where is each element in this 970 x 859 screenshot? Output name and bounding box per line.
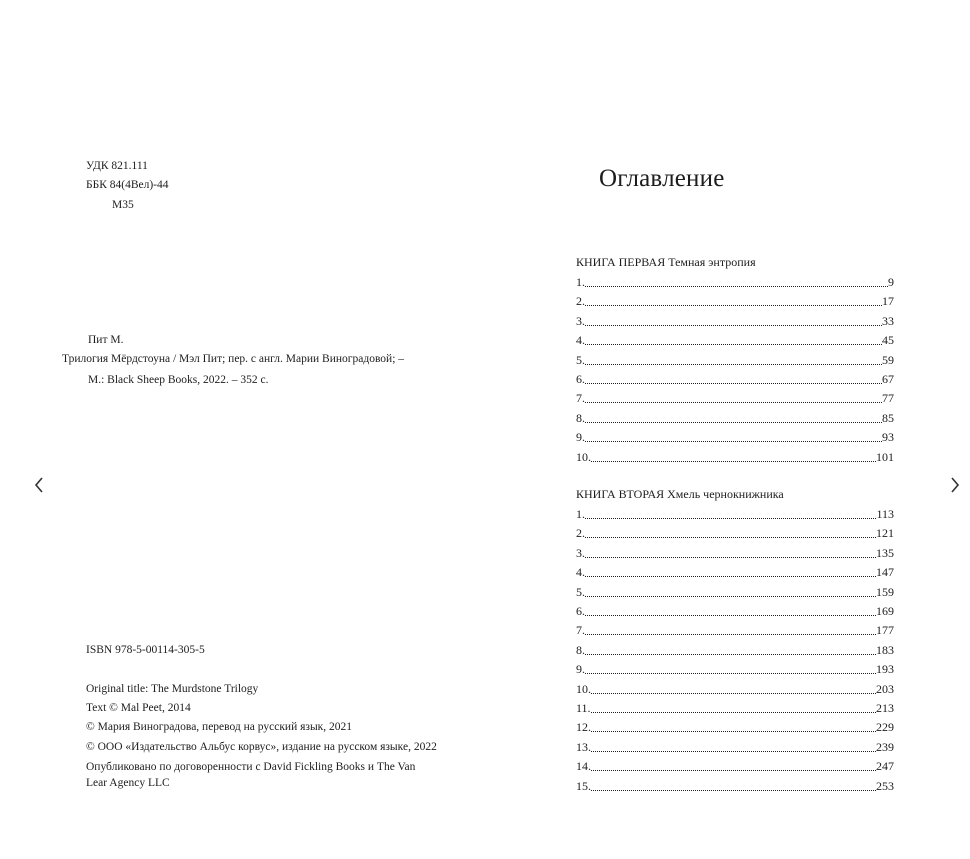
dot-leader: [585, 343, 882, 345]
page-number: 247: [876, 759, 894, 774]
toc-entry[interactable]: [576, 390, 894, 406]
chapter-number: 3.: [576, 313, 585, 328]
dot-leader: [585, 401, 882, 403]
chapter-number: 9.: [576, 662, 585, 677]
toc-entry[interactable]: [576, 778, 894, 794]
toc-entry[interactable]: [576, 661, 894, 677]
dot-leader: [585, 556, 876, 558]
dot-leader: [585, 536, 876, 538]
dot-leader: [585, 614, 876, 616]
bibliographic-line-2: М.: Black Sheep Books, 2022. – 352 с.: [88, 374, 269, 386]
dot-leader: [585, 324, 882, 326]
page-number: 101: [876, 449, 894, 464]
page-number: 229: [876, 720, 894, 735]
page-number: 85: [882, 410, 894, 425]
original-title: Original title: The Murdstone Trilogy: [86, 683, 259, 695]
dot-leader: [585, 363, 882, 365]
chapter-number: 9.: [576, 430, 585, 445]
page-number: 113: [876, 507, 894, 521]
toc-entry[interactable]: [576, 506, 894, 522]
chapter-number: 15.: [576, 778, 591, 793]
toc-entry[interactable]: [576, 371, 894, 387]
dot-leader: [591, 769, 876, 771]
dot-leader: [591, 750, 876, 752]
toc-entry[interactable]: [576, 274, 894, 290]
chapter-number: 7.: [576, 623, 585, 638]
chapter-number: 10.: [576, 681, 591, 696]
page-number: 93: [882, 430, 894, 445]
toc-entry[interactable]: [576, 545, 894, 561]
toc-entry[interactable]: [576, 564, 894, 580]
agreement-line-2: Lear Agency LLC: [86, 777, 170, 789]
chevron-right-icon: [949, 476, 961, 494]
translation-copyright: © Мария Виноградова, перевод на русский язык, 2021: [86, 721, 353, 733]
dot-leader: [585, 672, 876, 674]
udk-code: УДК 821.111: [86, 160, 148, 172]
dot-leader: [585, 633, 876, 635]
dot-leader: [591, 711, 876, 713]
toc-entry[interactable]: [576, 719, 894, 735]
previous-page-button[interactable]: [28, 474, 50, 496]
isbn: ISBN 978-5-00114-305-5: [86, 644, 205, 656]
chapter-number: 1.: [576, 507, 585, 521]
dot-leader: [591, 730, 876, 732]
page-number: 183: [876, 642, 894, 657]
dot-leader: [591, 460, 876, 462]
dot-leader: [585, 382, 882, 384]
dot-leader: [585, 421, 882, 423]
toc-entry[interactable]: [576, 449, 894, 465]
toc-entry[interactable]: [576, 622, 894, 638]
dot-leader: [585, 440, 882, 442]
chapter-number: 6.: [576, 604, 585, 618]
author-code: М35: [112, 199, 134, 211]
dot-leader: [585, 653, 876, 655]
toc-entry[interactable]: [576, 700, 894, 716]
page-number: 45: [882, 333, 894, 348]
next-page-button[interactable]: [944, 474, 966, 496]
toc-entry[interactable]: [576, 293, 894, 309]
page-number: 147: [876, 565, 894, 580]
chapter-number: 12.: [576, 720, 591, 735]
toc-entry[interactable]: [576, 410, 894, 426]
toc-entry[interactable]: [576, 525, 894, 541]
chapter-number: 5.: [576, 584, 585, 599]
chapter-number: 10.: [576, 449, 591, 464]
chapter-number: 14.: [576, 759, 591, 774]
page-number: 17: [882, 294, 894, 309]
page-number: 253: [876, 778, 894, 793]
page-number: 213: [876, 701, 894, 715]
dot-leader: [585, 304, 882, 306]
page-number: 169: [876, 604, 894, 618]
toc-entry[interactable]: [576, 352, 894, 368]
author-name: Пит М.: [88, 334, 124, 346]
chapter-number: 8.: [576, 642, 585, 657]
text-copyright: Text © Mal Peet, 2014: [86, 702, 191, 714]
book-one-heading: КНИГА ПЕРВАЯ Темная энтропия: [576, 255, 756, 269]
dot-leader: [585, 575, 876, 577]
toc-entry[interactable]: [576, 603, 894, 619]
chapter-number: 7.: [576, 391, 585, 406]
chapter-number: 11.: [576, 701, 591, 715]
bbk-code: ББК 84(4Вел)-44: [86, 179, 169, 191]
page-number: 59: [882, 352, 894, 367]
toc-entry[interactable]: [576, 313, 894, 329]
toc-entry[interactable]: [576, 584, 894, 600]
agreement-line-1: Опубликовано по договоренности с David Fickling Books и The Van: [86, 761, 416, 773]
chapter-number: 6.: [576, 372, 585, 386]
page-number: 193: [876, 662, 894, 677]
toc-entry[interactable]: [576, 429, 894, 445]
dot-leader: [585, 595, 876, 597]
chapter-number: 2.: [576, 526, 585, 541]
chapter-number: 4.: [576, 333, 585, 348]
toc-entry[interactable]: [576, 642, 894, 658]
bibliographic-line-1: Трилогия Мёрдстоуна / Мэл Пит; пер. с англ. Марии Виноградовой; –: [62, 353, 405, 365]
dot-leader: [585, 285, 888, 287]
toc-entry[interactable]: [576, 758, 894, 774]
chapter-number: 3.: [576, 545, 585, 560]
chapter-number: 2.: [576, 294, 585, 309]
page-title: Оглавление: [599, 165, 725, 192]
page-number: 33: [882, 313, 894, 328]
page-number: 67: [882, 372, 894, 386]
dot-leader: [591, 789, 876, 791]
book-two-heading: КНИГА ВТОРАЯ Хмель чернокнижника: [576, 487, 784, 501]
page-number: 177: [876, 623, 894, 638]
page-number: 135: [876, 545, 894, 560]
chapter-number: 8.: [576, 410, 585, 425]
page-number: 77: [882, 391, 894, 406]
toc-entry[interactable]: [576, 332, 894, 348]
toc-entry[interactable]: [576, 681, 894, 697]
page-number: 239: [876, 739, 894, 754]
chapter-number: 1.: [576, 275, 585, 289]
dot-leader: [585, 517, 876, 519]
chapter-number: 4.: [576, 565, 585, 580]
page-number: 9: [888, 275, 894, 289]
page-number: 121: [876, 526, 894, 541]
chapter-number: 13.: [576, 739, 591, 754]
toc-entry[interactable]: [576, 739, 894, 755]
edition-copyright: © ООО «Издательство Альбус корвус», издание на русском языке, 2022: [86, 741, 437, 753]
chevron-left-icon: [33, 476, 45, 494]
dot-leader: [591, 692, 876, 694]
chapter-number: 5.: [576, 352, 585, 367]
page-number: 159: [876, 584, 894, 599]
page-number: 203: [876, 681, 894, 696]
